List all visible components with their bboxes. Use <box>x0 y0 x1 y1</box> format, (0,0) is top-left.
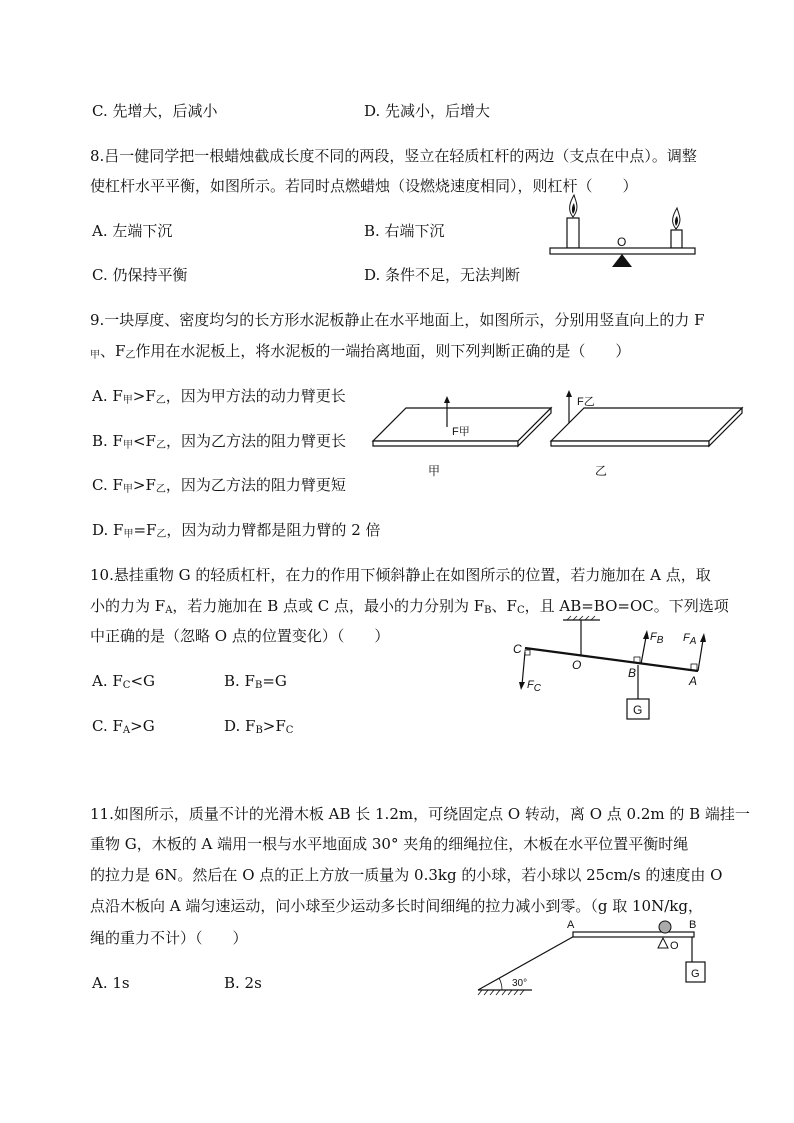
stem-sub: C <box>516 605 525 616</box>
q7-option-d: D. 先减小，后增大 <box>364 102 491 120</box>
q8-option-b: B. 右端下沉 <box>364 222 445 240</box>
opt-text: =F <box>133 521 157 539</box>
q8-stem-line2: 使杠杆水平平衡，如图所示。若同时点燃蜡烛（设燃烧速度相同），则杠杆（ ） <box>90 177 638 195</box>
opt-sub: 甲 <box>122 440 133 451</box>
opt-sub: 甲 <box>122 484 133 495</box>
q8-option-d: D. 条件不足，无法判断 <box>364 266 521 284</box>
sub-jia: 甲 <box>90 350 100 361</box>
opt-sub: B <box>255 725 263 736</box>
q7-option-c: C. 先增大，后减小 <box>92 102 218 120</box>
q8-lever-candle-figure <box>545 190 700 270</box>
opt-sub: 乙 <box>155 440 166 451</box>
opt-sub: C <box>285 725 294 736</box>
opt-text: <F <box>132 432 156 450</box>
fb-main: F <box>650 631 657 643</box>
label-yi: 乙 <box>595 464 608 478</box>
q10-stem-line3: 中正确的是（忽略 O 点的位置变化）（ ） <box>90 627 390 645</box>
fa-main: F <box>683 632 690 644</box>
q8-option-c: C. 仍保持平衡 <box>92 266 188 284</box>
q9-option-b <box>92 431 346 456</box>
q10-lever-figure <box>510 615 715 725</box>
q11-stem-line4: 点沿木板向 A 端匀速运动，问小球至少运动多长时间细绳的拉力减小到零。（g 取 10N/kg， <box>90 897 703 915</box>
force-fb-label <box>650 631 664 646</box>
opt-text: >F <box>132 387 156 405</box>
q11-stem-line2: 重物 G，木板的 A 端用一根与水平地面成 30° 夹角的细绳拉住，木板在水平位置平衡时绳 <box>90 835 689 853</box>
opt-text: B. F <box>92 432 123 450</box>
tilted-lever <box>525 648 698 671</box>
weight-label: G <box>691 968 700 980</box>
stem-text: ，若力施加在 B 点或 C 点，最小的力分别为 F <box>172 597 485 615</box>
stem-text: 小的力为 F <box>90 597 166 615</box>
stem-text: 、F <box>491 597 517 615</box>
q9-line2-post: 作用在水泥板上，将水泥板的一端抬离地面，则下列判断正确的是（ ） <box>135 342 631 360</box>
q11-stem-line1: 11.如图所示，质量不计的光滑木板 AB 长 1.2m，可绕固定点 O 转动，离 O 点 0.2m 的 B 端挂一 <box>90 805 750 823</box>
left-candle <box>567 195 579 248</box>
q10-option-b <box>224 671 287 696</box>
opt-text: A. F <box>92 672 123 690</box>
opt-text: >G <box>130 717 155 735</box>
q10-option-c <box>92 716 155 741</box>
opt-sub: A <box>122 725 131 736</box>
opt-text: C. F <box>92 717 123 735</box>
q9-stem-line2 <box>90 341 630 366</box>
q9-slab-figure <box>370 385 745 485</box>
right-candle <box>671 208 682 248</box>
label-jia: 甲 <box>428 464 441 478</box>
opt-sub: C <box>122 680 131 691</box>
fc-main: F <box>527 679 534 691</box>
opt-text: =G <box>262 672 287 690</box>
q11-board-figure <box>470 918 720 998</box>
force-fa-label <box>683 632 697 647</box>
rope <box>478 934 578 990</box>
slab-yi <box>551 390 742 446</box>
opt-text: >F <box>132 476 156 494</box>
force-yi-label: F乙 <box>577 396 595 408</box>
board <box>573 932 694 937</box>
fulcrum-triangle <box>612 254 632 267</box>
opt-text: <G <box>130 672 155 690</box>
stem-sub: A <box>165 605 173 616</box>
point-o-label: O <box>572 658 582 672</box>
q9-option-a <box>92 386 346 411</box>
opt-text: A. F <box>92 387 123 405</box>
opt-sub: 乙 <box>155 395 166 406</box>
q11-option-a: A. 1s <box>92 974 130 992</box>
opt-text: >F <box>262 717 286 735</box>
opt-text: ，因为乙方法的阻力臂更长 <box>165 432 346 450</box>
stem-text: ，且 AB=BO=OC。下列选项 <box>524 597 729 615</box>
q10-stem-line1: 10.悬挂重物 G 的轻质杠杆，在力的作用下倾斜静止在如图所示的位置，若力施加在 A 点，取 <box>90 566 711 584</box>
point-o-label: O <box>670 940 679 952</box>
opt-text: ，因为甲方法的动力臂更长 <box>165 387 346 405</box>
sub-yi: 乙 <box>125 350 136 361</box>
point-b-label: B <box>628 666 637 680</box>
q8-stem-line1: 8.吕一健同学把一根蜡烛截成长度不同的两段，竖立在轻质杠杆的两边（支点在中点）。调整 <box>90 147 697 165</box>
angle-label: 30° <box>512 978 528 989</box>
q9-stem-line1: 9.一块厚度、密度均匀的长方形水泥板静止在水平地面上，如图所示，分别用竖直向上的力 F <box>90 311 705 329</box>
fc-sub: C <box>533 683 541 694</box>
pivot-label: O <box>617 235 627 249</box>
q9-option-c <box>92 475 346 500</box>
opt-text: D. F <box>92 521 124 539</box>
q8-option-a: A. 左端下沉 <box>92 222 173 240</box>
q9-option-d <box>92 520 381 545</box>
force-jia-label: F甲 <box>452 426 470 438</box>
opt-sub: B <box>254 680 263 691</box>
q9-line2-mid: 、F <box>100 342 126 360</box>
q11-option-b: B. 2s <box>224 974 262 992</box>
stem-sub: B <box>484 605 492 616</box>
slab-jia <box>373 396 551 446</box>
opt-text: ，因为乙方法的阻力臂更短 <box>165 476 346 494</box>
opt-text: C. F <box>92 476 123 494</box>
opt-sub: 甲 <box>122 395 133 406</box>
weight-label: G <box>633 703 643 717</box>
point-c-label: C <box>513 642 522 656</box>
opt-text: ，因为动力臂都是阻力臂的 2 倍 <box>166 521 381 539</box>
q11-stem-line3: 的拉力是 6N。然后在 O 点的正上方放一质量为 0.3kg 的小球，若小球以 25cm/s 的速度由 O <box>90 866 723 884</box>
opt-text: B. F <box>224 672 255 690</box>
fb-sub: B <box>656 635 664 646</box>
point-a-label: A <box>689 674 698 688</box>
point-b-label: B <box>689 919 697 931</box>
opt-text: D. F <box>224 717 256 735</box>
opt-sub: 乙 <box>156 529 167 540</box>
ball <box>659 921 671 933</box>
opt-sub: 甲 <box>123 529 134 540</box>
force-fc-label <box>527 679 542 694</box>
q10-option-d <box>224 716 293 741</box>
fa-sub: A <box>689 636 697 647</box>
q10-option-a <box>92 671 155 696</box>
opt-sub: 乙 <box>155 484 166 495</box>
q11-stem-line5: 绳的重力不计）（ ） <box>90 929 248 947</box>
point-a-label: A <box>567 919 575 931</box>
